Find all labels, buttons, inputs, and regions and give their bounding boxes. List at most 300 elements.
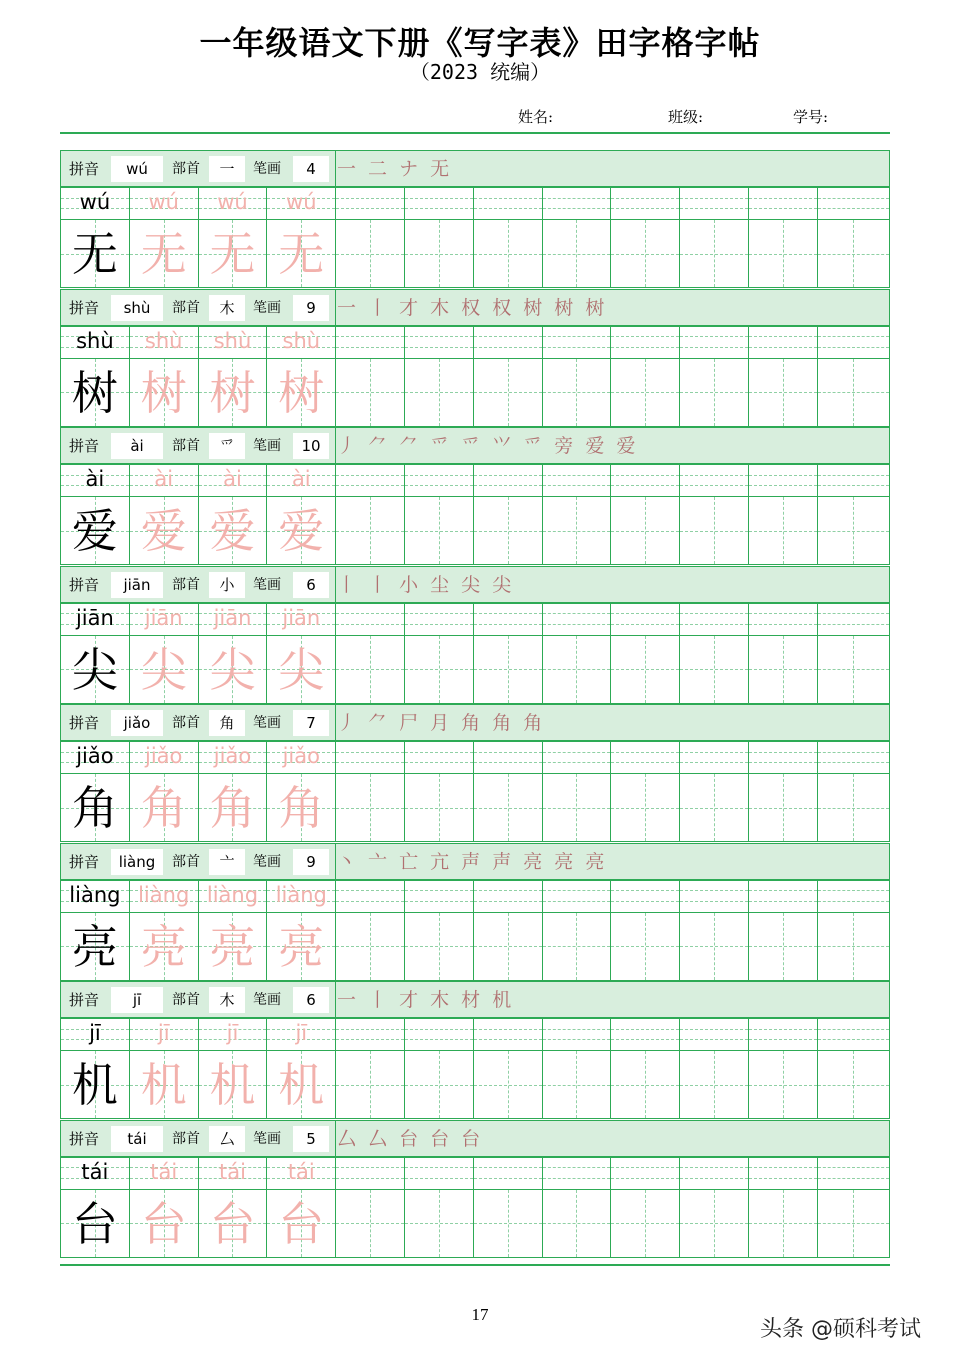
tianzige-cell[interactable] — [610, 1190, 680, 1258]
tianzige-cell[interactable] — [198, 774, 268, 842]
tianzige-cell[interactable] — [610, 636, 680, 704]
tianzige-cell[interactable] — [266, 774, 336, 842]
tianzige-cell[interactable] — [60, 1051, 130, 1119]
page-title: 一年级语文下册《写字表》田字格字帖 — [199, 24, 761, 62]
strokes-label: 笔画 — [253, 1130, 281, 1147]
tianzige-cell[interactable] — [404, 359, 474, 427]
tianzige-cell[interactable] — [335, 1051, 405, 1119]
tianzige-cell[interactable] — [817, 774, 890, 842]
tianzige-cell[interactable] — [542, 220, 612, 288]
tianzige-cell[interactable] — [266, 1051, 336, 1119]
tianzige-cell[interactable] — [610, 913, 680, 981]
pinyin-practice-cell[interactable] — [817, 1156, 890, 1190]
pinyin-practice-cell[interactable] — [473, 879, 543, 913]
pinyin-practice-cell[interactable] — [266, 740, 336, 774]
header-divider — [335, 290, 336, 326]
character-trace: 无 — [209, 227, 256, 281]
stroke-order: 丨 丨 小 尘 尖 尖 — [337, 573, 515, 596]
pinyin-model: ài — [85, 467, 105, 491]
pinyin-practice-cell[interactable] — [266, 463, 336, 497]
student-id-label: 学号: — [793, 108, 829, 126]
tianzige-cell[interactable] — [473, 220, 543, 288]
pinyin-practice-cell[interactable] — [335, 602, 405, 636]
radical-value: 角 — [209, 710, 245, 736]
pinyin-practice-cell[interactable] — [60, 186, 130, 220]
pinyin-model: tái — [81, 1159, 109, 1184]
character-entry — [60, 566, 890, 705]
pinyin-practice-cell[interactable] — [542, 1156, 612, 1190]
pinyin-practice-cell[interactable] — [198, 463, 268, 497]
pinyin-practice-cell[interactable] — [198, 879, 268, 913]
tianzige-cell[interactable] — [60, 220, 130, 288]
stroke-count: 6 — [293, 987, 329, 1013]
pinyin-trace: tái — [219, 1159, 246, 1184]
tianzige-cell[interactable] — [198, 1190, 268, 1258]
tianzige-cell[interactable] — [817, 497, 890, 565]
character-trace: 亮 — [140, 919, 187, 974]
class-label: 班级: — [668, 108, 704, 126]
tianzige-cell[interactable] — [60, 913, 130, 981]
tianzige-cell[interactable] — [198, 913, 268, 981]
entry-header — [60, 704, 890, 742]
tianzige-cell[interactable] — [542, 636, 612, 704]
pinyin-practice-cell[interactable] — [335, 1017, 405, 1051]
tianzige-cell[interactable] — [60, 497, 130, 565]
pinyin-trace: jī — [157, 1021, 170, 1045]
pinyin-practice-cell[interactable] — [198, 1156, 268, 1190]
tianzige-cell[interactable] — [542, 1051, 612, 1119]
pinyin-practice-cell[interactable] — [473, 1156, 543, 1190]
character-model: 角 — [71, 781, 118, 835]
strokes-label: 笔画 — [253, 715, 281, 731]
character-trace: 爱 — [140, 504, 187, 558]
strokes-label: 笔画 — [253, 438, 281, 454]
pinyin-row — [60, 602, 890, 636]
character-row — [60, 774, 890, 842]
tianzige-cell[interactable] — [404, 220, 474, 288]
tianzige-cell[interactable] — [748, 359, 818, 427]
pinyin-label: 拼音 — [69, 437, 100, 455]
tianzige-cell[interactable] — [60, 774, 130, 842]
character-trace: 无 — [278, 227, 325, 281]
tianzige-cell[interactable] — [679, 497, 749, 565]
tianzige-cell[interactable] — [679, 359, 749, 427]
pinyin-practice-cell[interactable] — [817, 1017, 890, 1051]
pinyin-practice-cell[interactable] — [404, 879, 474, 913]
tianzige-cell[interactable] — [610, 359, 680, 427]
pinyin-practice-cell[interactable] — [335, 325, 405, 359]
pinyin-trace: ài — [291, 467, 311, 491]
pinyin-practice-cell[interactable] — [129, 186, 199, 220]
radical-label: 部首 — [172, 299, 200, 316]
tianzige-cell[interactable] — [198, 497, 268, 565]
character-model: 亮 — [71, 919, 118, 974]
entry-header — [60, 150, 890, 188]
character-trace: 台 — [140, 1196, 187, 1251]
pinyin-practice-cell[interactable] — [542, 1017, 612, 1051]
tianzige-cell[interactable] — [129, 636, 199, 704]
tianzige-cell[interactable] — [404, 774, 474, 842]
pinyin-value: ài — [111, 433, 163, 459]
character-model: 无 — [71, 227, 118, 281]
character-row — [60, 636, 890, 704]
tianzige-cell[interactable] — [542, 913, 612, 981]
pinyin-trace: jiān — [144, 605, 183, 630]
pinyin-practice-cell[interactable] — [198, 186, 268, 220]
radical-value: 厶 — [209, 1126, 245, 1152]
tianzige-cell[interactable] — [542, 497, 612, 565]
pinyin-model: liàng — [69, 882, 121, 907]
pinyin-practice-cell[interactable] — [748, 186, 818, 220]
tianzige-cell[interactable] — [129, 220, 199, 288]
pinyin-practice-cell[interactable] — [748, 1156, 818, 1190]
tianzige-cell[interactable] — [404, 636, 474, 704]
pinyin-practice-cell[interactable] — [610, 879, 680, 913]
tianzige-cell[interactable] — [60, 359, 130, 427]
pinyin-practice-cell[interactable] — [473, 186, 543, 220]
tianzige-cell[interactable] — [198, 359, 268, 427]
tianzige-cell[interactable] — [266, 636, 336, 704]
character-trace: 尖 — [140, 642, 187, 697]
character-trace: 台 — [278, 1196, 325, 1251]
pinyin-practice-cell[interactable] — [129, 1017, 199, 1051]
character-entry — [60, 1120, 890, 1259]
pinyin-label: 拼音 — [69, 852, 100, 871]
practice-grid — [60, 150, 890, 1262]
pinyin-practice-cell[interactable] — [817, 879, 890, 913]
tianzige-cell[interactable] — [748, 774, 818, 842]
pinyin-practice-cell[interactable] — [473, 740, 543, 774]
tianzige-cell[interactable] — [679, 774, 749, 842]
tianzige-cell[interactable] — [610, 220, 680, 288]
pinyin-practice-cell[interactable] — [335, 463, 405, 497]
pinyin-practice-cell[interactable] — [473, 602, 543, 636]
pinyin-practice-cell[interactable] — [610, 463, 680, 497]
tianzige-cell[interactable] — [817, 359, 890, 427]
pinyin-practice-cell[interactable] — [404, 1156, 474, 1190]
character-trace: 角 — [209, 781, 256, 835]
pinyin-practice-cell[interactable] — [129, 1156, 199, 1190]
pinyin-practice-cell[interactable] — [404, 1017, 474, 1051]
stroke-order: 一 二 ナ 无 — [337, 158, 453, 180]
tianzige-cell[interactable] — [748, 1051, 818, 1119]
strokes-label: 笔画 — [253, 299, 281, 316]
tianzige-cell[interactable] — [404, 497, 474, 565]
pinyin-row — [60, 1156, 890, 1190]
pinyin-practice-cell[interactable] — [610, 602, 680, 636]
pinyin-practice-cell[interactable] — [266, 602, 336, 636]
character-trace: 角 — [140, 781, 187, 835]
tianzige-cell[interactable] — [542, 359, 612, 427]
pinyin-practice-cell[interactable] — [266, 879, 336, 913]
pinyin-practice-cell[interactable] — [542, 186, 612, 220]
pinyin-practice-cell[interactable] — [60, 740, 130, 774]
pinyin-trace: liàng — [206, 882, 259, 907]
radical-value: 一 — [209, 156, 245, 182]
pinyin-practice-cell[interactable] — [610, 740, 680, 774]
radical-value: 爫 — [209, 433, 245, 459]
tianzige-cell[interactable] — [817, 636, 890, 704]
character-model: 机 — [71, 1058, 118, 1112]
pinyin-practice-cell[interactable] — [404, 740, 474, 774]
tianzige-cell[interactable] — [266, 220, 336, 288]
pinyin-model: jiān — [75, 605, 114, 630]
tianzige-cell[interactable] — [473, 636, 543, 704]
pinyin-practice-cell[interactable] — [542, 879, 612, 913]
header-divider — [335, 567, 336, 603]
pinyin-practice-cell[interactable] — [817, 602, 890, 636]
tianzige-cell[interactable] — [610, 774, 680, 842]
pinyin-practice-cell[interactable] — [266, 325, 336, 359]
pinyin-row — [60, 186, 890, 220]
tianzige-cell[interactable] — [335, 636, 405, 704]
pinyin-practice-cell[interactable] — [610, 325, 680, 359]
pinyin-practice-cell[interactable] — [60, 1017, 130, 1051]
entry-header — [60, 427, 890, 465]
character-entry — [60, 843, 890, 982]
pinyin-trace: wú — [148, 190, 179, 214]
pinyin-practice-cell[interactable] — [129, 879, 199, 913]
pinyin-practice-cell[interactable] — [542, 602, 612, 636]
pinyin-practice-cell[interactable] — [335, 1156, 405, 1190]
character-model: 台 — [71, 1196, 118, 1251]
tianzige-cell[interactable] — [679, 1190, 749, 1258]
pinyin-practice-cell[interactable] — [542, 740, 612, 774]
pinyin-practice-cell[interactable] — [542, 463, 612, 497]
strokes-label: 笔画 — [253, 992, 281, 1008]
pinyin-practice-cell[interactable] — [679, 740, 749, 774]
stroke-order: 一 丨 才 木 材 机 — [337, 989, 515, 1011]
pinyin-practice-cell[interactable] — [679, 1017, 749, 1051]
radical-label: 部首 — [172, 161, 200, 177]
pinyin-trace: wú — [286, 190, 317, 214]
tianzige-cell[interactable] — [198, 220, 268, 288]
page-subtitle: （2023 统编） — [409, 60, 551, 84]
tianzige-cell[interactable] — [748, 220, 818, 288]
character-entry — [60, 981, 890, 1120]
stroke-count: 9 — [293, 849, 329, 875]
pinyin-model: jī — [89, 1021, 101, 1045]
tianzige-cell[interactable] — [473, 774, 543, 842]
pinyin-row — [60, 740, 890, 774]
tianzige-cell[interactable] — [404, 1190, 474, 1258]
pinyin-practice-cell[interactable] — [129, 602, 199, 636]
pinyin-value: shù — [111, 295, 163, 321]
character-trace: 树 — [209, 365, 256, 420]
pinyin-practice-cell[interactable] — [817, 740, 890, 774]
pinyin-practice-cell[interactable] — [610, 186, 680, 220]
entry-header — [60, 289, 890, 327]
pinyin-practice-cell[interactable] — [679, 325, 749, 359]
pinyin-practice-cell[interactable] — [748, 1017, 818, 1051]
tianzige-cell[interactable] — [817, 1051, 890, 1119]
character-trace: 角 — [278, 781, 325, 835]
character-row — [60, 913, 890, 981]
tianzige-cell[interactable] — [129, 1190, 199, 1258]
tianzige-cell[interactable] — [542, 774, 612, 842]
tianzige-cell[interactable] — [473, 497, 543, 565]
pinyin-value: tái — [111, 1126, 163, 1152]
pinyin-practice-cell[interactable] — [60, 879, 130, 913]
pinyin-row — [60, 325, 890, 359]
pinyin-model: shù — [76, 328, 114, 353]
pinyin-label: 拼音 — [69, 160, 100, 178]
tianzige-cell[interactable] — [473, 913, 543, 981]
pinyin-practice-cell[interactable] — [542, 325, 612, 359]
pinyin-practice-cell[interactable] — [817, 325, 890, 359]
pinyin-practice-cell[interactable] — [129, 740, 199, 774]
tianzige-cell[interactable] — [817, 1190, 890, 1258]
tianzige-cell[interactable] — [610, 1051, 680, 1119]
pinyin-practice-cell[interactable] — [748, 325, 818, 359]
pinyin-practice-cell[interactable] — [679, 602, 749, 636]
radical-label: 部首 — [172, 853, 200, 870]
pinyin-trace: tái — [287, 1159, 315, 1184]
pinyin-practice-cell[interactable] — [60, 463, 130, 497]
radical-value: 木 — [209, 987, 245, 1013]
radical-label: 部首 — [172, 576, 200, 593]
header-divider — [335, 844, 336, 880]
pinyin-practice-cell[interactable] — [198, 1017, 268, 1051]
page-number: 17 — [471, 1305, 489, 1324]
pinyin-practice-cell[interactable] — [473, 1017, 543, 1051]
entry-header — [60, 843, 890, 881]
stroke-order: 丿 ⺈ ⺈ 爫 爫 ⺍ 爫 旁 爱 爱 — [337, 435, 639, 457]
character-trace: 爱 — [278, 504, 325, 558]
tianzige-cell[interactable] — [473, 1051, 543, 1119]
radical-label: 部首 — [172, 715, 200, 731]
pinyin-practice-cell[interactable] — [610, 1017, 680, 1051]
pinyin-trace: wú — [217, 190, 248, 214]
tianzige-cell[interactable] — [335, 497, 405, 565]
stroke-count: 9 — [293, 295, 329, 321]
pinyin-practice-cell[interactable] — [60, 325, 130, 359]
pinyin-practice-cell[interactable] — [266, 1156, 336, 1190]
tianzige-cell[interactable] — [335, 774, 405, 842]
pinyin-label: 拼音 — [69, 714, 100, 732]
tianzige-cell[interactable] — [266, 497, 336, 565]
pinyin-practice-cell[interactable] — [473, 463, 543, 497]
pinyin-practice-cell[interactable] — [404, 463, 474, 497]
pinyin-practice-cell[interactable] — [817, 186, 890, 220]
tianzige-cell[interactable] — [266, 1190, 336, 1258]
stroke-count: 10 — [293, 433, 329, 459]
tianzige-cell[interactable] — [266, 913, 336, 981]
pinyin-practice-cell[interactable] — [60, 602, 130, 636]
tianzige-cell[interactable] — [817, 220, 890, 288]
tianzige-cell[interactable] — [748, 1190, 818, 1258]
tianzige-cell[interactable] — [748, 636, 818, 704]
tianzige-cell[interactable] — [748, 497, 818, 565]
strokes-label: 笔画 — [253, 161, 281, 177]
pinyin-practice-cell[interactable] — [266, 1017, 336, 1051]
pinyin-practice-cell[interactable] — [335, 740, 405, 774]
tianzige-cell[interactable] — [335, 1190, 405, 1258]
stroke-count: 4 — [293, 156, 329, 182]
tianzige-cell[interactable] — [60, 1190, 130, 1258]
tianzige-cell[interactable] — [473, 359, 543, 427]
tianzige-cell[interactable] — [679, 220, 749, 288]
tianzige-cell[interactable] — [60, 636, 130, 704]
tianzige-cell[interactable] — [610, 497, 680, 565]
pinyin-practice-cell[interactable] — [266, 186, 336, 220]
character-trace: 尖 — [278, 642, 325, 697]
pinyin-trace: liàng — [138, 882, 190, 907]
tianzige-cell[interactable] — [335, 913, 405, 981]
tianzige-cell[interactable] — [404, 1051, 474, 1119]
pinyin-practice-cell[interactable] — [129, 325, 199, 359]
radical-label: 部首 — [172, 992, 200, 1008]
pinyin-practice-cell[interactable] — [473, 325, 543, 359]
pinyin-practice-cell[interactable] — [679, 1156, 749, 1190]
tianzige-cell[interactable] — [129, 913, 199, 981]
tianzige-cell[interactable] — [817, 913, 890, 981]
character-entry — [60, 704, 890, 843]
character-trace: 机 — [278, 1058, 325, 1112]
name-label: 姓名: — [518, 108, 554, 126]
tianzige-cell[interactable] — [335, 359, 405, 427]
tianzige-cell[interactable] — [266, 359, 336, 427]
tianzige-cell[interactable] — [542, 1190, 612, 1258]
pinyin-trace: jī — [226, 1021, 239, 1045]
pinyin-practice-cell[interactable] — [335, 879, 405, 913]
pinyin-practice-cell[interactable] — [335, 186, 405, 220]
pinyin-practice-cell[interactable] — [404, 602, 474, 636]
entry-header — [60, 1120, 890, 1158]
pinyin-practice-cell[interactable] — [817, 463, 890, 497]
entry-header — [60, 566, 890, 604]
pinyin-trace: shù — [144, 328, 183, 353]
character-trace: 亮 — [278, 919, 325, 974]
pinyin-practice-cell[interactable] — [60, 1156, 130, 1190]
pinyin-value: jī — [111, 987, 163, 1013]
tianzige-cell[interactable] — [679, 913, 749, 981]
tianzige-cell[interactable] — [129, 497, 199, 565]
character-trace: 台 — [209, 1196, 256, 1251]
tianzige-cell[interactable] — [129, 774, 199, 842]
bottom-rule — [60, 1264, 890, 1266]
tianzige-cell[interactable] — [748, 913, 818, 981]
entry-header — [60, 981, 890, 1019]
pinyin-trace: jiǎo — [282, 744, 320, 768]
pinyin-practice-cell[interactable] — [748, 463, 818, 497]
tianzige-cell[interactable] — [198, 636, 268, 704]
pinyin-practice-cell[interactable] — [610, 1156, 680, 1190]
tianzige-cell[interactable] — [335, 220, 405, 288]
header-divider — [335, 428, 336, 464]
tianzige-cell[interactable] — [129, 359, 199, 427]
pinyin-practice-cell[interactable] — [404, 186, 474, 220]
pinyin-trace: ài — [154, 467, 174, 491]
pinyin-practice-cell[interactable] — [679, 186, 749, 220]
pinyin-practice-cell[interactable] — [748, 879, 818, 913]
tianzige-cell[interactable] — [679, 1051, 749, 1119]
pinyin-practice-cell[interactable] — [198, 740, 268, 774]
pinyin-practice-cell[interactable] — [679, 879, 749, 913]
pinyin-practice-cell[interactable] — [404, 325, 474, 359]
pinyin-practice-cell[interactable] — [748, 740, 818, 774]
pinyin-practice-cell[interactable] — [198, 325, 268, 359]
pinyin-practice-cell[interactable] — [198, 602, 268, 636]
tianzige-cell[interactable] — [404, 913, 474, 981]
pinyin-practice-cell[interactable] — [748, 602, 818, 636]
tianzige-cell[interactable] — [129, 1051, 199, 1119]
tianzige-cell[interactable] — [473, 1190, 543, 1258]
tianzige-cell[interactable] — [679, 636, 749, 704]
pinyin-practice-cell[interactable] — [679, 463, 749, 497]
pinyin-practice-cell[interactable] — [129, 463, 199, 497]
tianzige-cell[interactable] — [198, 1051, 268, 1119]
